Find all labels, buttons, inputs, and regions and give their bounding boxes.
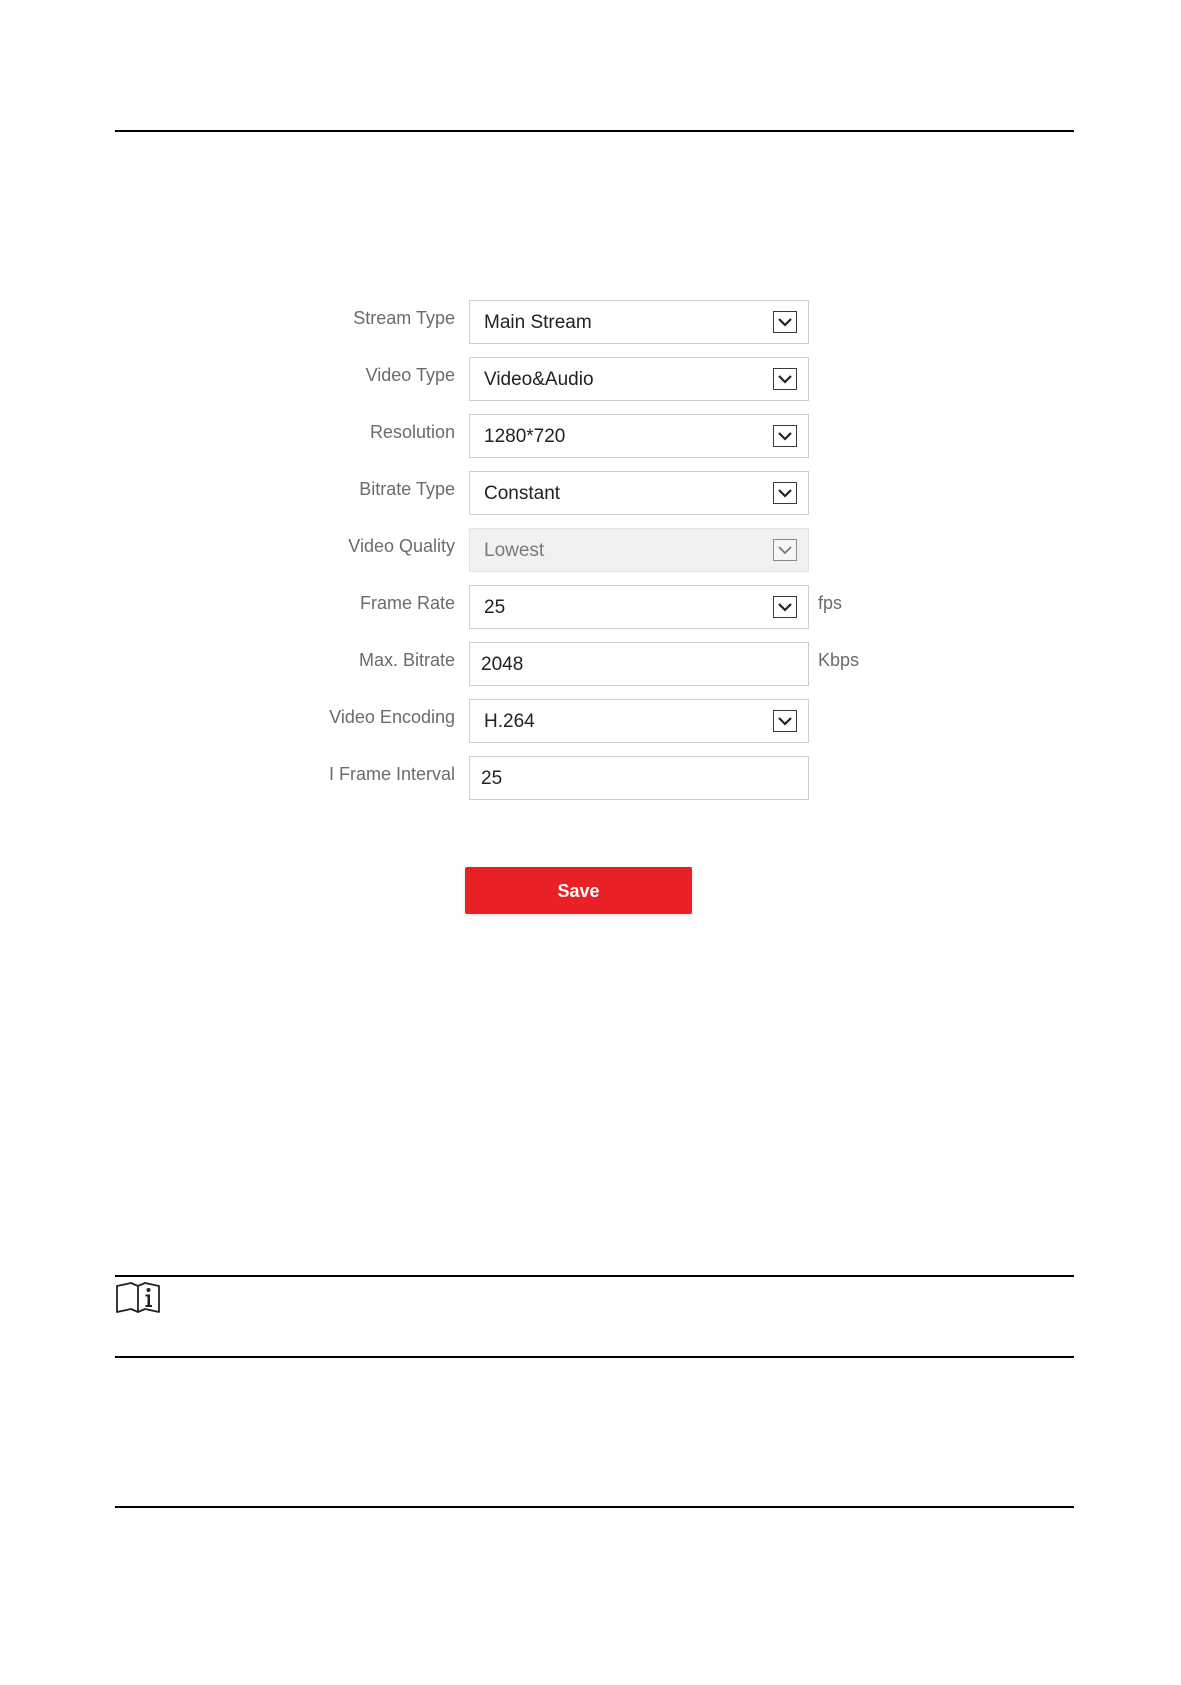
i-frame-interval-label: I Frame Interval <box>328 764 455 784</box>
chevron-down-icon[interactable] <box>773 482 797 504</box>
resolution-label: Resolution <box>369 422 455 442</box>
stream-type-row <box>300 300 900 346</box>
frame-rate-select[interactable] <box>469 585 809 629</box>
stream-type-select[interactable] <box>469 300 809 344</box>
frame-rate-row <box>300 585 900 631</box>
bitrate-type-label: Bitrate Type <box>359 479 455 499</box>
frame-rate-value: 25 <box>484 597 506 618</box>
chevron-down-icon[interactable] <box>773 425 797 447</box>
resolution-select[interactable] <box>469 414 809 458</box>
note-top-divider <box>115 1275 1074 1277</box>
video-type-select[interactable] <box>469 357 809 401</box>
i-frame-interval-value: 25 <box>481 768 503 789</box>
video-type-value: Video&Audio <box>484 369 594 390</box>
chevron-down-icon[interactable] <box>773 596 797 618</box>
video-encoding-label: Video Encoding <box>329 707 455 727</box>
video-encoding-select[interactable] <box>469 699 809 743</box>
resolution-row <box>300 414 900 460</box>
save-button[interactable]: Save <box>465 867 692 914</box>
video-encoding-value: H.264 <box>484 711 535 732</box>
resolution-value: 1280*720 <box>484 426 566 447</box>
video-type-label: Video Type <box>365 365 455 385</box>
max-bitrate-unit: Kbps <box>818 650 860 670</box>
chevron-down-icon[interactable] <box>773 368 797 390</box>
video-encoding-row <box>300 699 900 745</box>
video-type-row <box>300 357 900 403</box>
frame-rate-label: Frame Rate <box>359 593 455 613</box>
video-quality-row <box>300 528 900 574</box>
note-bottom-divider <box>115 1356 1074 1358</box>
max-bitrate-label: Max. Bitrate <box>358 650 455 670</box>
max-bitrate-row <box>300 642 900 688</box>
i-frame-interval-input[interactable] <box>469 756 809 800</box>
chevron-down-icon[interactable] <box>773 710 797 732</box>
footer-divider <box>115 1506 1074 1508</box>
video-quality-value: Lowest <box>484 540 545 561</box>
video-quality-select <box>469 528 809 572</box>
stream-type-value: Main Stream <box>484 312 592 333</box>
chevron-down-icon <box>773 539 797 561</box>
bitrate-type-value: Constant <box>484 483 561 504</box>
header-divider <box>115 130 1074 132</box>
stream-type-label: Stream Type <box>353 308 455 328</box>
video-quality-label: Video Quality <box>348 536 455 556</box>
video-settings-form <box>300 300 900 813</box>
bitrate-type-select[interactable] <box>469 471 809 515</box>
max-bitrate-input[interactable] <box>469 642 809 686</box>
chevron-down-icon[interactable] <box>773 311 797 333</box>
bitrate-type-row <box>300 471 900 517</box>
max-bitrate-value: 2048 <box>481 654 524 675</box>
frame-rate-unit: fps <box>818 593 843 613</box>
info-note-icon <box>115 1281 161 1315</box>
i-frame-interval-row <box>300 756 900 802</box>
